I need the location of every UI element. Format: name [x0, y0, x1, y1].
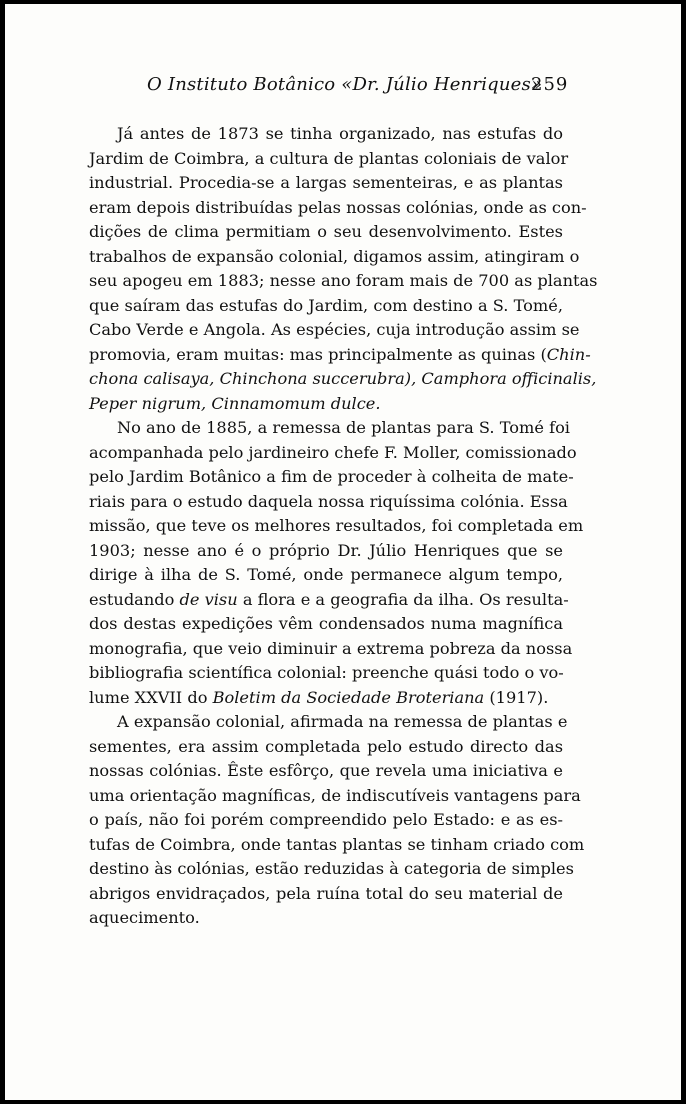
text-line: tufas de Coimbra, onde tantas plantas se tinham criado com — [89, 834, 585, 854]
text-line: 1903; nesse ano é o próprio Dr. Júlio Henriques que se — [89, 540, 563, 560]
text-run: promovia, eram muitas: mas principalmente as quinas ( — [89, 344, 547, 364]
text-line: Já antes de 1873 se tinha organizado, nas estufas do — [117, 124, 563, 143]
text-line: A expansão colonial, afirmada na remessa de plantas e — [117, 712, 568, 731]
text-line: monografia, que veio diminuir a extrema pobreza da nossa — [89, 638, 573, 658]
text-line: trabalhos de expansão colonial, digamos assim, atingiram o — [89, 246, 580, 266]
text-line — [89, 343, 591, 368]
text-line: No ano de 1885, a remessa de plantas para S. Tomé foi — [117, 418, 570, 437]
text-line: o país, não foi porém compreendido pelo Estado: e as es- — [89, 810, 563, 829]
text-line: Cabo Verde e Angola. As espécies, cuja introdução assim se — [89, 320, 580, 339]
text-line — [89, 686, 563, 711]
italic-run: Chin- — [546, 344, 591, 364]
text-line: uma orientação magníficas, de indiscutíveis vantagens para — [89, 785, 581, 805]
text-line: nossas colónias. Êste esfôrço, que revela uma iniciativa e — [89, 761, 563, 780]
text-line: aquecimento. — [89, 908, 200, 927]
text-line: destino às colónias, estão reduzidas à categoria de simples — [89, 859, 574, 878]
book-page — [5, 4, 681, 1100]
text-line: dições de clima permitiam o seu desenvolvimento. Estes — [89, 222, 563, 241]
text-line: riais para o estudo daquela nossa riquíssima colónia. Essa — [89, 491, 568, 511]
text-run: a flora e a geografia da ilha. Os resulta- — [237, 589, 569, 609]
text-line: Jardim de Coimbra, a cultura de plantas coloniais de valor — [89, 148, 569, 168]
page-number: 259 — [531, 74, 569, 95]
text-line: industrial. Procedia-se a largas sementeiras, e as plantas — [89, 173, 563, 192]
text-line: pelo Jardim Botânico a fim de proceder à colheita de mate- — [89, 467, 574, 486]
text-line — [89, 588, 569, 613]
text-run: lume XXVII do — [89, 687, 213, 707]
text-line: bibliografia scientífica colonial: preenche quási todo o vo- — [89, 663, 564, 682]
text-line: dos destas expedições vêm condensados numa magnífica — [89, 614, 563, 633]
text-run: (1917). — [484, 687, 549, 707]
text-line: eram depois distribuídas pelas nossas colónias, onde as con- — [89, 197, 587, 217]
text-line: acompanhada pelo jardineiro chefe F. Moller, comissionado — [89, 442, 577, 462]
running-title: O Instituto Botânico «Dr. Júlio Henriques» — [147, 74, 543, 95]
italic-run: de visu — [179, 589, 238, 609]
text-line: abrigos envidraçados, pela ruína total do seu material de — [89, 883, 563, 903]
body-text — [89, 122, 598, 931]
text-line: Peper nigrum, Cinnamomum dulce. — [89, 393, 381, 413]
text-line: missão, que teve os melhores resultados, foi completada em — [89, 516, 584, 535]
text-line: sementes, era assim completada pelo estudo directo das — [89, 736, 563, 756]
text-line: que saíram das estufas do Jardim, com destino a S. Tomé, — [89, 295, 563, 315]
text-line: chona calisaya, Chinchona succerubra), Camphora officinalis, — [89, 369, 597, 388]
text-line: seu apogeu em 1883; nesse ano foram mais de 700 as plantas — [89, 271, 598, 290]
italic-run: Boletim da Sociedade Broteriana — [212, 687, 485, 707]
text-line: dirige à ilha de S. Tomé, onde permanece algum tempo, — [89, 565, 563, 584]
text-run: estudando — [89, 589, 180, 609]
